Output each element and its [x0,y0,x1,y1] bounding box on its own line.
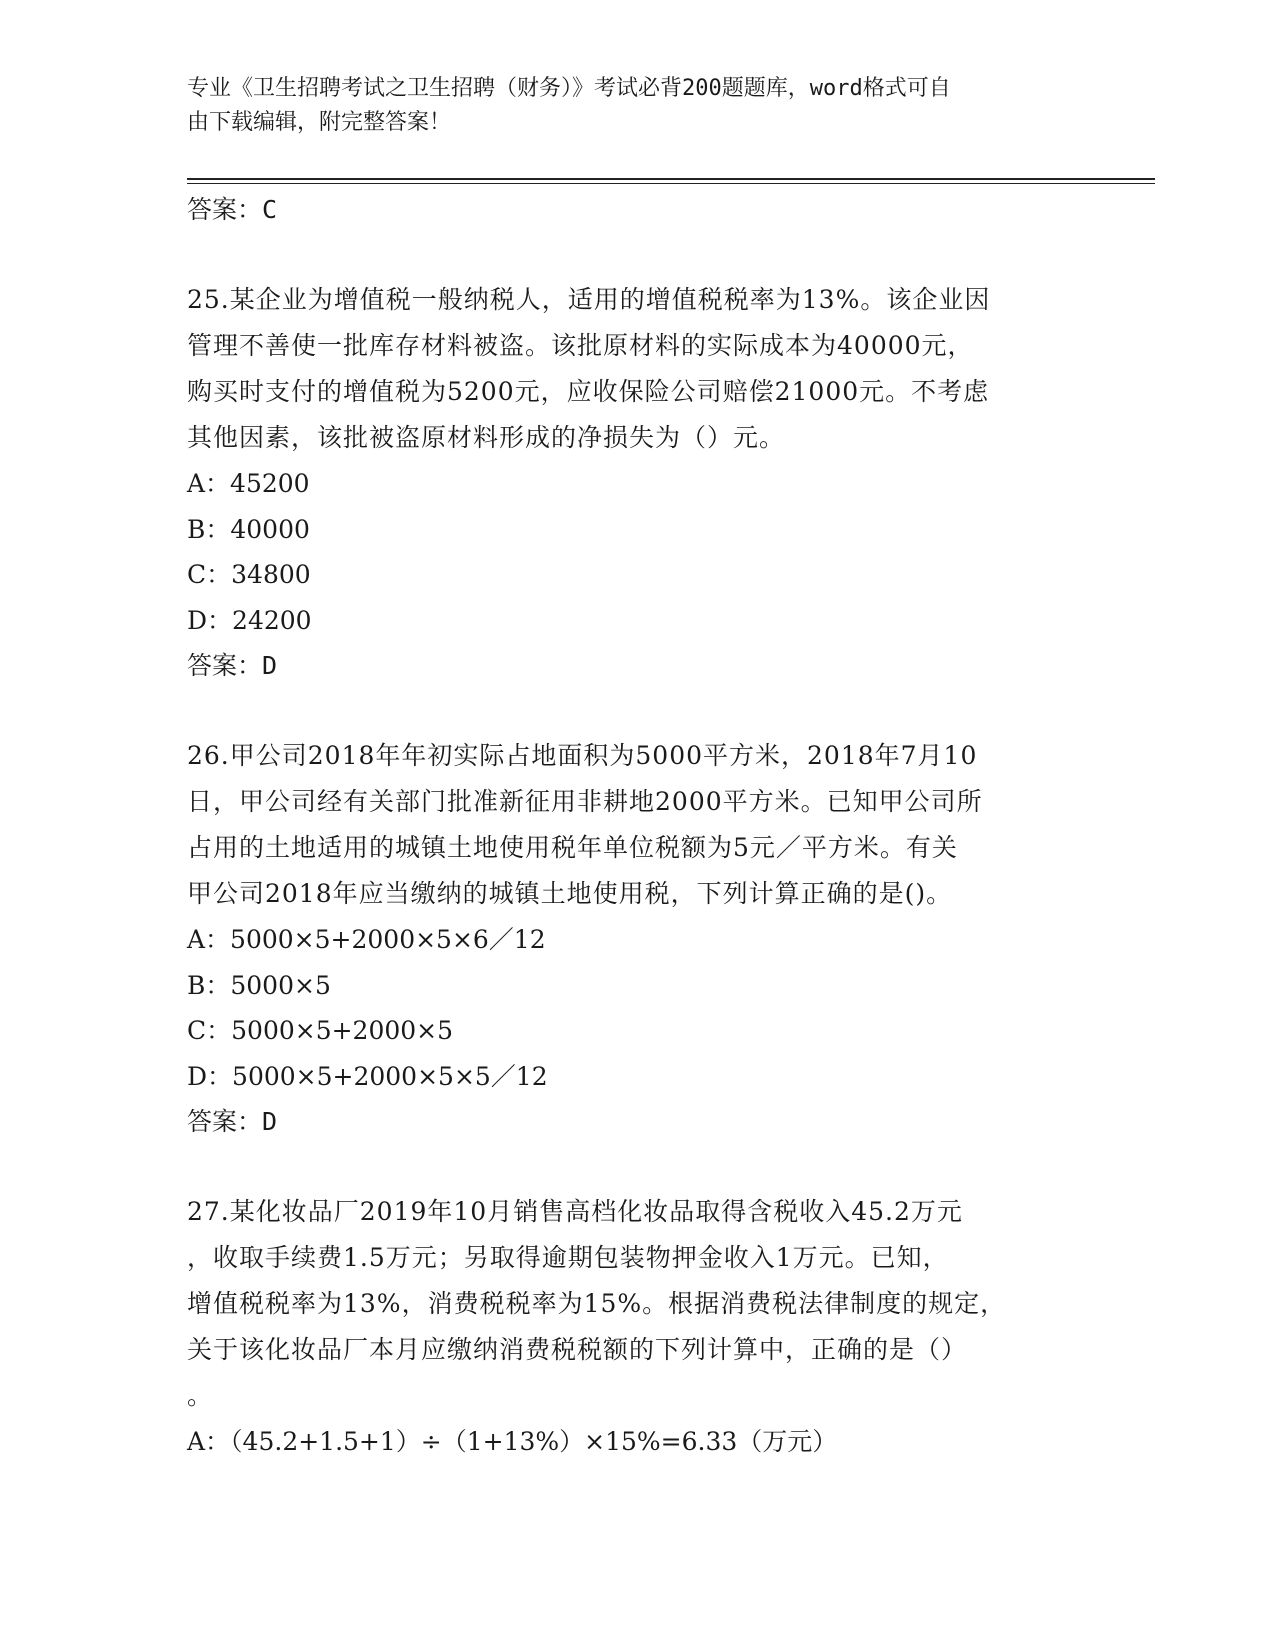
answer: 答案：D [187,651,278,680]
question-27 [187,1189,1087,1465]
question-line: 甲公司2018年应当缴纳的城镇土地使用税，下列计算正确的是()。 [187,879,953,908]
option-c: C：5000×5+2000×5 [187,1016,454,1045]
option-d: D：24200 [187,605,312,635]
header-line-2: 由下载编辑，附完整答案！ [187,110,452,135]
spacer [187,689,1087,733]
header-rule-thin [187,183,1155,184]
spacer [187,233,1087,277]
header-line-1: 专业《卫生招聘考试之卫生招聘（财务）》考试必背200题题库，word格式可自 [187,76,951,101]
spacer [187,1145,1087,1189]
question-line: 25.某企业为增值税一般纳税人，适用的增值税税率为13%。该企业因 [187,285,991,314]
question-line: 管理不善使一批库存材料被盗。该批原材料的实际成本为40000元， [187,331,974,360]
question-line: 27.某化妆品厂2019年10月销售高档化妆品取得含税收入45.2万元 [187,1197,963,1226]
option-a: A：5000×5+2000×5×6／12 [187,925,546,954]
document-body [187,187,1087,1465]
question-line: 增值税税率为13%，消费税税率为15%。根据消费税法律制度的规定， [187,1289,1007,1318]
option-d: D：5000×5+2000×5×5／12 [187,1061,548,1091]
question-line: 26.甲公司2018年年初实际占地面积为5000平方米，2018年7月10 [187,741,978,770]
option-a: A：45200 [187,469,310,498]
question-line: 关于该化妆品厂本月应缴纳消费税税额的下列计算中，正确的是（） [187,1335,968,1364]
question-line: 其他因素，该批被盗原材料形成的净损失为（）元。 [187,423,786,452]
question-line: 占用的土地适用的城镇土地使用税年单位税额为5元／平方米。有关 [187,833,958,862]
previous-answer: 答案：C [187,195,278,224]
header-rule [187,178,1155,180]
question-26 [187,733,1087,1145]
option-a: A：（45.2+1.5+1）÷（1+13%）×15%=6.33（万元） [187,1427,838,1456]
question-line: 购买时支付的增值税为5200元，应收保险公司赔偿21000元。不考虑 [187,377,990,406]
answer: 答案：D [187,1107,278,1136]
question-line: 日，甲公司经有关部门批准新征用非耕地2000平方米。已知甲公司所 [187,787,983,816]
option-c: C：34800 [187,560,311,589]
question-25 [187,277,1087,689]
question-line: ，收取手续费1.5万元；另取得逾期包装物押金收入1万元。已知， [187,1243,949,1272]
question-line: 。 [187,1381,214,1410]
option-b: B：5000×5 [187,970,331,1000]
option-b: B：40000 [187,514,310,544]
document-header [187,72,1067,140]
